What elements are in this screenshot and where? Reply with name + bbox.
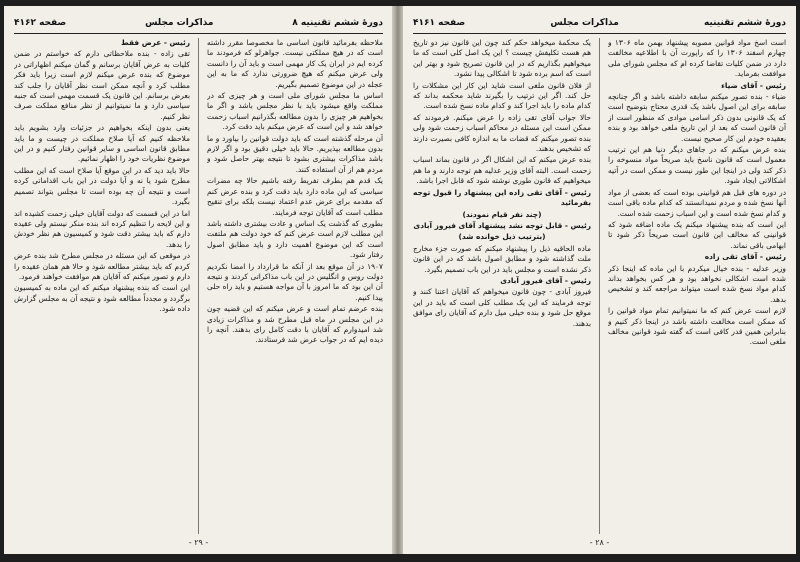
paragraph: تقی زاده - بنده ملاحظاتی دارم که خواستم در ضمن کلیات به عرض آقایان برسانم و گمان میکنم اظهاراتی در موضوع که بنده عرض میکنم لازم است زیرا باید فکر مطلب کرد و آنچه ممکن است نظر آقایان را جلب کند بعرض برسانم. این قانون یک قسمت مهمی است که جنبه سیاسی دارد و ما نمیتوانیم از نظر منافع مملکت صرف نظر کنیم. bbox=[14, 49, 190, 121]
header-rule bbox=[14, 33, 383, 34]
speaker-line: رئیس - آقای تقی زاده bbox=[704, 252, 786, 262]
page-number: صفحه ۴۱۶۱ bbox=[413, 18, 466, 28]
paragraph: حالا باید دید که در این موقع آیا صلاح است که این مطلب مطرح شود یا نه و آیا دولت در این باب اقداماتی کرده است و نتیجه آن چه بوده است تا مجلس بتواند تصمیم بگیرد. bbox=[14, 165, 190, 207]
paragraph: بطوری که گذشت یک اساس و عادت بیشتری داشته باشد این مطلب لازم است عرض کنم که خود دولت هم ملتفت است که این موضوع اهمیت دارد و باید مطابق اصول رفتار شود. bbox=[207, 218, 383, 260]
speaker-line: رئیس - آقای تقی زاده این پیشنهاد را قبول توجه بفرمائید bbox=[413, 187, 591, 208]
stage-note: (چند نفر قیام نمودند) bbox=[462, 209, 542, 219]
paragraph: در دوره های قبل هم قوانینی بوده است که بعضی از مواد آنها نسخ شده و مردم نمیدانستند که کدام ماده باقی است و کدام نسخ شده است و این اسباب زحمت شده است. bbox=[608, 187, 786, 218]
paragraph: ماده الحاقیه ذیل را پیشنهاد میکنم که صورت جزء مخارج ملت گذاشته شود و مطابق اصول باشد که در این قانون ذکر نشده است و مجلس باید در این باب تصمیم بگیرد. bbox=[413, 243, 591, 274]
paragraph: آن مرحله گذشته است که باید دولت قوانین را بیاورد و ما بدون مطالعه بپذیریم. حالا باید خیلی دقیق بود و اگر لازم باشد مذاکرات بیشتری بشود تا نتیجه بهتر حاصل شود و مردم هم از آن استفاده کنند. bbox=[207, 133, 383, 174]
paragraph: وزیر عدلیه - بنده خیال میکردم با این ماده که اینجا ذکر شده است اشکالی نخواهد بود و هر کس بخواهد بداند کدام مواد نسخ شده است میتواند مراجعه کند و تشخیص بدهد. bbox=[608, 263, 786, 304]
speaker-line: رئیس - آقای ضیاء bbox=[721, 80, 786, 90]
page-header bbox=[413, 14, 786, 32]
session-label: دورهٔ ششم تقنینیه bbox=[703, 18, 786, 28]
paragraph: یعنی بدون اینکه بخواهیم در جزئیات وارد بشویم باید ملاحظه کنیم که آیا صلاح مملکت در چیست و ما باید مطابق قانون اساسی و سایر قوانین رفتار کنیم و در این موضوع نظریات خود را اظهار نمائیم. bbox=[14, 123, 190, 164]
paragraph: بنده عرض میکنم که این اشکال اگر در قانون بماند اسباب زحمت است. البته آقای وزیر عدلیه هم توجه دارند و ما هم میخواهیم که قانون طوری نوشته شود که قابل اجرا باشد. bbox=[413, 155, 591, 186]
running-title: مذاکرات مجلس bbox=[145, 18, 214, 28]
paragraph: این است که بنده پیشنهاد میکنم یک ماده اضافه شود که قوانینی که مخالف این قانون است صریحاً ذکر شود تا ابهامی باقی نماند. bbox=[608, 219, 786, 250]
speaker-line: رئیس - عرض فقط bbox=[121, 38, 190, 47]
paragraph: ضیاء - بنده تصور میکنم سابقه داشته باشد و اگر چنانچه سابقه برای این اصول باشد یک قدری محتاج بتوضیح است که یک قانونی بدون ذکر اسامی موادی که منظور است از آن قانون است که بعد از این تاریخ ملغی خواهد بود و بنده بعقیده خودم این کار صحیح نیست. bbox=[608, 92, 786, 143]
paragraph: ملاحظه بفرمائید قانون اساسی ما مخصوصا مقرر داشته است که در هیچ مملکتی نیست. جواهرلو که فرمودند ما کرده ایم در ایران یک کار مهمی است و باید آن را دانست ولی عرض میکنم که هیچ ضرورتی ندارد که ما به این عجله در این موضوع تصمیم بگیریم. bbox=[207, 38, 383, 89]
paragraph: بنده عرضم تمام است و عرض میکنم که این قضیه چون در این مجلس در ماه قبل مطرح شد و مذاکرات زیادی شد امیدوارم که آقایان با دقت کامل رای بدهند. آنچه را دیده ایم که در جواب عرض شد فرستادند. bbox=[207, 304, 383, 345]
page-footer: - ۲۹ - bbox=[188, 538, 209, 547]
text-column-right bbox=[608, 38, 786, 534]
column-divider bbox=[198, 38, 199, 534]
text-columns bbox=[14, 38, 383, 534]
paragraph: یک قدم هم بطرف تفریط رفته باشیم حالا چه مضرات سیاسی که این ماده دارد باید دقت کرد و بنده عرض کنم که مقدمه برای عرض عدم اعتماد نیست بلکه برای تنقیح مطلب است که آقایان توجه فرمایند. bbox=[207, 176, 383, 217]
paragraph: لازم است عرض کنم که ما نمیتوانیم تمام مواد قوانین را که ممکن است مخالفت داشته باشد در اینجا ذکر کنیم و بنابراین همین قدر کافی است که گفته شود قوانین مخالف ملغی است. bbox=[608, 306, 786, 347]
text-column-left bbox=[413, 38, 591, 534]
speaker-line: رئیس - قابل توجه نشد پیشنهاد آقای فیروز آبادی bbox=[413, 220, 591, 230]
paragraph: فیروز آبادی - چون قانون میخواهم که آقایان اعتنا کنند و توجه فرمایند که این یک مطلب کلی است که باید در این موقع حل شود و بنده خیلی میل دارم که آقایان رای موافق بدهند. bbox=[413, 287, 591, 328]
left-page bbox=[4, 6, 394, 554]
paragraph: ۱۹۰۷ در آن موقع بعد از آنکه ما قرارداد را امضا نکردیم دولت روس و انگلیس در این باب مذاکراتی کردند و نتیجه آن این بود که ما امروز با آن مواجه هستیم و باید راه حلی پیدا کنیم. bbox=[207, 261, 383, 302]
paragraph: اساس ما مجلس شورای ملی است و هر چیزی که در مملکت واقع میشود باید با نظر مجلس باشد و اگر ما بخواهیم هر چیزی را بدون مطالعه بگذرانیم اسباب زحمت خواهد شد و این است که عرض میکنم باید دقت کرد. bbox=[207, 91, 383, 132]
right-page bbox=[402, 6, 796, 554]
text-column-right bbox=[207, 38, 383, 534]
text-column-left bbox=[14, 38, 190, 534]
paragraph: از فلان قانون ملغی است شاید این کار این مشکلات را حل کند. اگر این ترتیب را بگیرند شاید محکمه بداند که کدام ماده را باید اجرا کند و کدام ماده نسخ شده است. bbox=[413, 80, 591, 111]
page-header bbox=[14, 14, 383, 32]
paragraph: این است که بنده پیشنهاد میکنم که این ماده به کمیسیون برگردد و مجدداً مطالعه شود و نتیجه آن به مجلس گزارش داده شود. bbox=[14, 283, 190, 314]
text-columns bbox=[413, 38, 786, 534]
page-footer: - ۲۸ - bbox=[589, 538, 610, 547]
paragraph: حالا جواب آقای تقی زاده را عرض میکنم. فرمودند که ممکن است این مسئله در محاکم اسباب زحمت شود ولی بنده تصور میکنم که قضات ما به اندازه کافی بصیرت دارند که تشخیص بدهند. bbox=[413, 112, 591, 154]
paragraph: است اسخ مواد قوانین مصوبه پیشنهاد بهمن ماه ۱۳۰۶ و چهارم اسفند ۱۳۰۶ را که راپورت آن با اطلاعیه مخالفت دارد در ضمن کلیات تقاضا کرده ام که مجلس شورای ملی موافقت بفرماید. bbox=[608, 38, 786, 79]
column-divider bbox=[599, 38, 600, 534]
session-label: ۸ دورهٔ ششم تقنینیه bbox=[292, 18, 383, 28]
page-number: صفحه ۴۱۶۲ bbox=[14, 18, 67, 28]
paragraph: بنده عرض میکنم که در جاهای دیگر دنیا هم این ترتیب معمول است که قانون ناسخ باید صریحاً مواد منسوخه را ذکر کند ولی در اینجا این طور نیست و ممکن است در آتیه اشکالاتی ایجاد شود. bbox=[608, 145, 786, 186]
speaker-line: رئیس - آقای فیروز آبادی bbox=[500, 275, 591, 285]
paragraph: یک محکمهٔ میخواهد حکم کند چون این قانون نیز دو تاریخ هم هست تکلیفش چیست ؟ این یک اصل کلی است که ما میخواهیم بگذاریم که در این قانون تصریح شود و بهتر این است که اسم برده شود تا اشکالی پیدا نشود. bbox=[413, 38, 591, 79]
paragraph: اما در این قسمت که دولت آقایان خیلی زحمت کشیده اند و این لایحه را تنظیم کرده اند بنده منکر نیستم ولی عقیده دارم که باید بیشتر دقت شود و کمیسیون هم نظر خودش را بدهد. bbox=[14, 208, 190, 249]
stage-note: (بترتیب ذیل خوانده شد) bbox=[458, 232, 546, 242]
paragraph: در موقعی که این مسئله در مجلس مطرح شد بنده عرض کردم که باید بیشتر مطالعه شود و حالا هم همان عقیده را دارم و تصور میکنم که آقایان هم موافقت خواهند فرمود. bbox=[14, 251, 190, 281]
header-rule bbox=[413, 33, 786, 34]
running-title: مذاکرات مجلس bbox=[550, 18, 619, 28]
